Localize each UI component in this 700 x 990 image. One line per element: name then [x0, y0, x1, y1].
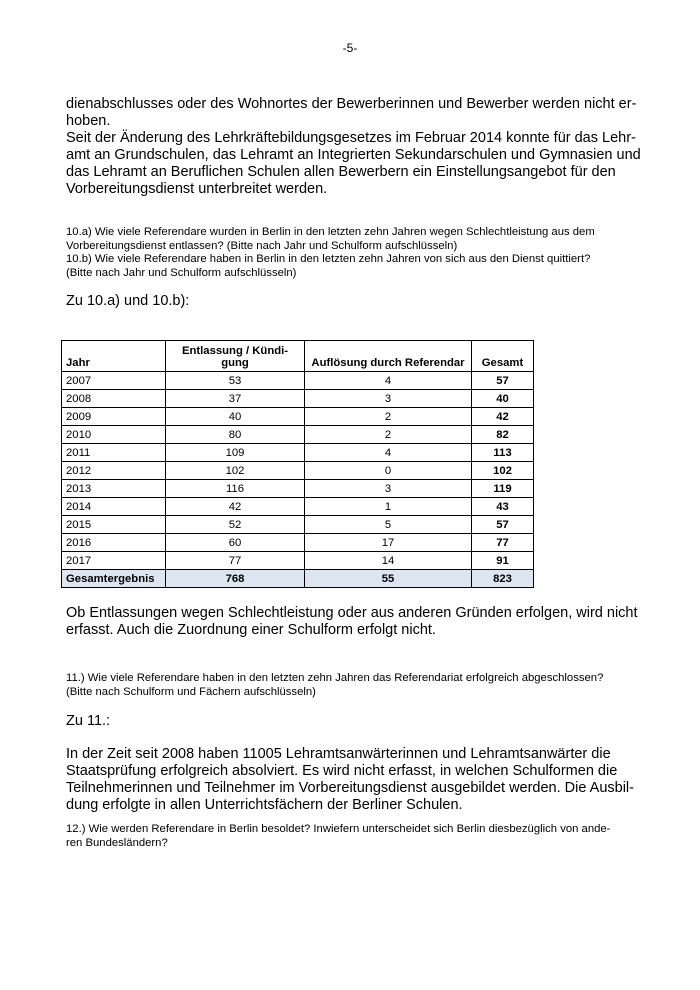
question-11	[66, 672, 636, 699]
cell-entlassung: 42	[166, 498, 305, 516]
text-line: hoben.	[66, 113, 111, 129]
header-entlassung-line2: gung	[221, 357, 249, 369]
text-line: Ob Entlassungen wegen Schlechtleistung oder aus anderen Gründen erfolgen, wird nicht	[66, 605, 638, 621]
text-line: 10.a) Wie viele Referendare wurden in Berlin in den letzten zehn Jahren wegen Schlechtleistung aus dem	[66, 226, 595, 238]
cell-jahr: 2008	[62, 390, 166, 408]
text-line: 12.) Wie werden Referendare in Berlin besoldet? Inwiefern unterscheidet sich Berlin diesbezüglich von ande-	[66, 823, 611, 835]
total-row	[62, 570, 534, 588]
cell-jahr: 2015	[62, 516, 166, 534]
text-line: Vorbereitungsdienst entlassen? (Bitte nach Jahr und Schulform aufschlüsseln)	[66, 239, 458, 252]
cell-aufloesung: 14	[305, 552, 472, 570]
answer-11-heading: Zu 11.:	[66, 713, 111, 729]
cell-gesamt: 91	[472, 552, 534, 570]
text-line: Teilnehmerinnen und Teilnehmer im Vorbereitungsdienst ausgebildet werden. Die Ausbil-	[66, 780, 634, 796]
table-row	[62, 534, 534, 552]
table-row	[62, 390, 534, 408]
cell-aufloesung: 3	[305, 480, 472, 498]
question-10	[66, 226, 636, 280]
total-label: Gesamtergebnis	[62, 570, 166, 588]
cell-gesamt: 43	[472, 498, 534, 516]
text-line: (Bitte nach Jahr und Schulform aufschlüsseln)	[66, 266, 297, 279]
cell-aufloesung: 4	[305, 372, 472, 390]
cell-aufloesung: 17	[305, 534, 472, 552]
referendare-table	[61, 340, 534, 588]
cell-jahr: 2010	[62, 426, 166, 444]
text-line: Vorbereitungsdienst unterbreitet werden.	[66, 181, 328, 197]
text-line: erfasst. Auch die Zuordnung einer Schulform erfolgt nicht.	[66, 622, 436, 638]
cell-entlassung: 53	[166, 372, 305, 390]
text-line: ren Bundesländern?	[66, 836, 168, 849]
header-entlassung-line1: Entlassung / Kündi-	[181, 345, 289, 357]
text-line: dienabschlusses oder des Wohnortes der Bewerberinnen und Bewerber werden nicht er-	[66, 96, 637, 112]
text-line: 10.b) Wie viele Referendare haben in Berlin in den letzten zehn Jahren von sich aus den Dienst quittiert?	[66, 253, 591, 265]
header-entlassung	[166, 341, 305, 372]
cell-jahr: 2014	[62, 498, 166, 516]
text-line: In der Zeit seit 2008 haben 11005 Lehramtsanwärterinnen und Lehramtsanwärter die	[66, 746, 611, 762]
page-number: -5-	[342, 41, 358, 55]
cell-aufloesung: 0	[305, 462, 472, 480]
cell-gesamt: 40	[472, 390, 534, 408]
cell-aufloesung: 2	[305, 408, 472, 426]
cell-jahr: 2007	[62, 372, 166, 390]
answer-10-heading: Zu 10.a) und 10.b):	[66, 293, 190, 309]
text-line: 11.) Wie viele Referendare haben in den letzten zehn Jahren das Referendariat erfolgreich abgeschlossen?	[66, 672, 604, 684]
total-gesamt: 823	[472, 570, 534, 588]
total-aufloesung: 55	[305, 570, 472, 588]
cell-entlassung: 116	[166, 480, 305, 498]
cell-entlassung: 37	[166, 390, 305, 408]
cell-gesamt: 119	[472, 480, 534, 498]
cell-entlassung: 40	[166, 408, 305, 426]
cell-gesamt: 57	[472, 516, 534, 534]
cell-aufloesung: 1	[305, 498, 472, 516]
text-line: das Lehramt an Beruflichen Schulen allen Bewerbern ein Einstellungsangebot für den	[66, 164, 616, 180]
text-line: dung erfolgte in allen Unterrichtsfächern der Berliner Schulen.	[66, 797, 463, 813]
cell-aufloesung: 5	[305, 516, 472, 534]
table-row	[62, 498, 534, 516]
cell-gesamt: 102	[472, 462, 534, 480]
cell-jahr: 2012	[62, 462, 166, 480]
table-row	[62, 444, 534, 462]
total-entlassung: 768	[166, 570, 305, 588]
cell-gesamt: 57	[472, 372, 534, 390]
cell-entlassung: 109	[166, 444, 305, 462]
table-row	[62, 372, 534, 390]
cell-jahr: 2009	[62, 408, 166, 426]
cell-aufloesung: 4	[305, 444, 472, 462]
answer-11-text	[66, 746, 636, 814]
table-header-row	[62, 341, 534, 372]
cell-jahr: 2017	[62, 552, 166, 570]
table-row	[62, 462, 534, 480]
text-line: Seit der Änderung des Lehrkräftebildungsgesetzes im Februar 2014 konnte für das Lehr-	[66, 130, 636, 146]
cell-jahr: 2011	[62, 444, 166, 462]
text-line: (Bitte nach Schulform und Fächern aufschlüsseln)	[66, 685, 316, 698]
header-gesamt: Gesamt	[472, 341, 534, 372]
cell-jahr: 2013	[62, 480, 166, 498]
table-row	[62, 516, 534, 534]
cell-entlassung: 102	[166, 462, 305, 480]
text-line: Staatsprüfung erfolgreich absolviert. Es wird nicht erfasst, in welchen Schulformen die	[66, 763, 618, 779]
table-row	[62, 552, 534, 570]
cell-gesamt: 77	[472, 534, 534, 552]
cell-aufloesung: 3	[305, 390, 472, 408]
cell-entlassung: 77	[166, 552, 305, 570]
cell-entlassung: 60	[166, 534, 305, 552]
cell-gesamt: 42	[472, 408, 534, 426]
table-row	[62, 480, 534, 498]
cell-entlassung: 80	[166, 426, 305, 444]
cell-aufloesung: 2	[305, 426, 472, 444]
table-row	[62, 408, 534, 426]
intro-paragraph	[66, 96, 641, 198]
answer-10-text	[66, 605, 636, 639]
cell-gesamt: 82	[472, 426, 534, 444]
cell-jahr: 2016	[62, 534, 166, 552]
header-jahr: Jahr	[62, 341, 166, 372]
table-row	[62, 426, 534, 444]
cell-gesamt: 113	[472, 444, 534, 462]
text-line: amt an Grundschulen, das Lehramt an Integrierten Sekundarschulen und Gymnasien und	[66, 147, 641, 163]
question-12	[66, 823, 636, 850]
cell-entlassung: 52	[166, 516, 305, 534]
header-aufloesung: Auflösung durch Referendar	[305, 341, 472, 372]
